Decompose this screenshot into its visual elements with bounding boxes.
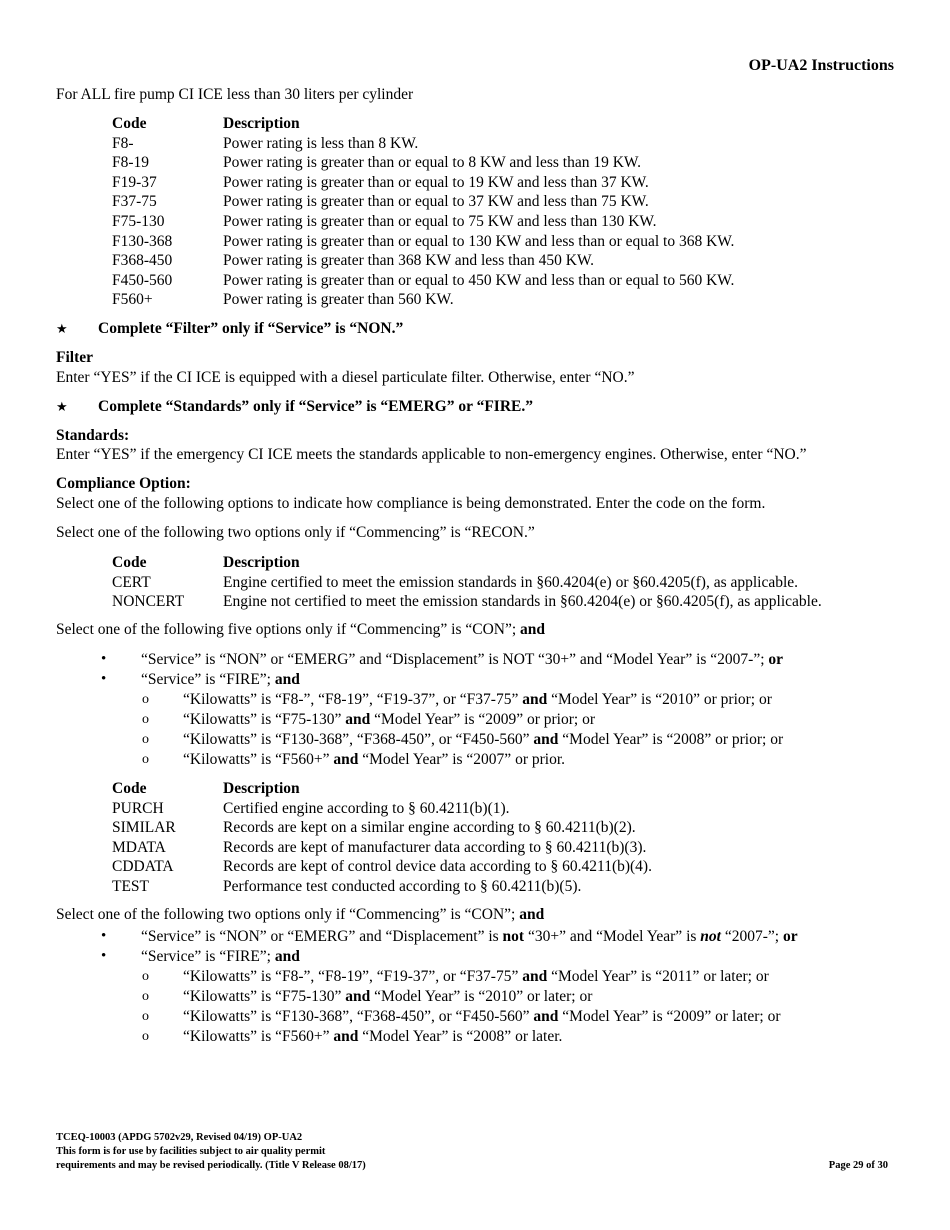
con2-sub-4-a: “Kilowatts” is “F560+” xyxy=(183,1028,330,1045)
standards-text: Enter “YES” if the emergency CI ICE meets the standards applicable to non-emergency engines. Otherwise, enter “NO.” xyxy=(56,446,807,463)
description-cell: Power rating is greater than 368 KW and less than 450 KW. xyxy=(223,252,595,270)
con2-intro-and: and xyxy=(519,906,545,923)
description-cell: Records are kept of control device data according to § 60.4211(b)(4). xyxy=(223,858,652,876)
code-cell: F19-37 xyxy=(112,173,157,191)
recon-table xyxy=(112,553,822,612)
con2-sub-1 xyxy=(183,968,769,986)
con5-intro-text: Select one of the following five options only if “Commencing” is “CON”; xyxy=(56,621,517,638)
con2-sub-3-b: “Model Year” is “2009” or later; or xyxy=(562,1008,781,1025)
circle-bullet-icon: o xyxy=(142,1009,149,1024)
code-cell: F130-368 xyxy=(112,232,173,250)
description-header: Description xyxy=(223,780,300,797)
con2-bullet-1-not2: not xyxy=(700,928,721,945)
con2-bullet-1-c: “2007-”; xyxy=(724,928,780,945)
footer-line-1: TCEQ-10003 (APDG 5702v29, Revised 04/19) OP-UA2 xyxy=(56,1132,303,1143)
code-cell: CERT xyxy=(112,573,151,591)
con2-sub-3 xyxy=(183,1008,781,1026)
code-cell: SIMILAR xyxy=(112,819,176,837)
table-row xyxy=(112,232,734,252)
code-cell: MDATA xyxy=(112,838,166,856)
con5-sub-1 xyxy=(183,691,772,709)
page-header-title: OP-UA2 Instructions xyxy=(748,57,894,74)
table-row xyxy=(112,290,734,310)
table-header xyxy=(112,779,652,799)
con2-sub-4 xyxy=(183,1028,562,1046)
circle-bullet-icon: o xyxy=(142,969,149,984)
code-cell: F560+ xyxy=(112,291,153,309)
con5-bullet-2-text: “Service” is “FIRE”; xyxy=(141,671,271,688)
description-cell: Power rating is greater than or equal to 37 KW and less than 75 KW. xyxy=(223,193,649,211)
con5-sub-4-and: and xyxy=(333,751,359,768)
description-cell: Power rating is greater than or equal to 75 KW and less than 130 KW. xyxy=(223,212,657,230)
description-cell: Power rating is greater than or equal to 450 KW and less than or equal to 560 KW. xyxy=(223,271,735,289)
table-row xyxy=(112,818,652,838)
con5-sub-3-a: “Kilowatts” is “F130-368”, “F368-450”, or “F450-560” xyxy=(183,731,530,748)
table-row xyxy=(112,838,652,858)
filter-heading: Filter xyxy=(56,349,94,366)
con2-bullet-1-or: or xyxy=(782,928,798,945)
recon-intro: Select one of the following two options only if “Commencing” is “RECON.” xyxy=(56,524,535,541)
circle-bullet-icon: o xyxy=(142,989,149,1004)
code-cell: F450-560 xyxy=(112,271,173,289)
con5-sub-3-and: and xyxy=(533,731,559,748)
con2-bullet-1 xyxy=(141,928,798,946)
con5-sub-2-and: and xyxy=(345,711,371,728)
con5-sub-3-b: “Model Year” is “2008” or prior; or xyxy=(562,731,784,748)
code-header: Code xyxy=(112,780,147,797)
con2-bullet-1-a: “Service” is “NON” or “EMERG” and “Displacement” is xyxy=(141,928,499,945)
con2-sub-2-and: and xyxy=(345,988,371,1005)
code-cell: NONCERT xyxy=(112,593,185,611)
con5-sub-4 xyxy=(183,751,565,769)
con2-bullet-2 xyxy=(141,948,300,966)
con2-sub-3-a: “Kilowatts” is “F130-368”, “F368-450”, or “F450-560” xyxy=(183,1008,530,1025)
circle-bullet-icon: o xyxy=(142,1029,149,1044)
footer-line-3: requirements and may be revised periodically. (Title V Release 08/17) xyxy=(56,1160,366,1171)
star-icon: ★ xyxy=(56,321,68,336)
code-cell: F75-130 xyxy=(112,212,165,230)
description-header: Description xyxy=(223,554,300,571)
compliance-heading: Compliance Option: xyxy=(56,475,191,492)
con5-bullet-1 xyxy=(141,651,783,669)
con5-sub-2-b: “Model Year” is “2009” or prior; or xyxy=(374,711,595,728)
con2-sub-4-and: and xyxy=(333,1028,359,1045)
table-row xyxy=(112,251,734,271)
table-row xyxy=(112,573,822,593)
circle-bullet-icon: o xyxy=(142,732,149,747)
con2-intro xyxy=(56,906,544,924)
table-row xyxy=(112,134,734,154)
con2-sub-1-a: “Kilowatts” is “F8-”, “F8-19”, “F19-37”, or “F37-75” xyxy=(183,968,519,985)
description-cell: Certified engine according to § 60.4211(b)(1). xyxy=(223,799,510,817)
code-header: Code xyxy=(112,115,147,132)
con2-sub-2-a: “Kilowatts” is “F75-130” xyxy=(183,988,342,1005)
code-cell: TEST xyxy=(112,877,150,895)
bullet-icon: • xyxy=(101,651,107,667)
table-row xyxy=(112,212,734,232)
circle-bullet-icon: o xyxy=(142,692,149,707)
con5-bullet-2-and: and xyxy=(274,671,300,688)
con5-bullet-1-text: “Service” is “NON” or “EMERG” and “Displacement” is NOT “30+” and “Model Year” is “2007-”; xyxy=(141,651,765,668)
con2-bullet-2-text: “Service” is “FIRE”; xyxy=(141,948,271,965)
page-number: Page 29 of 30 xyxy=(828,1160,888,1171)
description-cell: Power rating is greater than or equal to 130 KW and less than or equal to 368 KW. xyxy=(223,232,735,250)
description-cell: Engine not certified to meet the emission standards in §60.4204(e) or §60.4205(f), as applicable. xyxy=(223,593,822,611)
description-cell: Records are kept on a similar engine according to § 60.4211(b)(2). xyxy=(223,819,636,837)
table-row xyxy=(112,173,734,193)
filter-note: Complete “Filter” only if “Service” is “NON.” xyxy=(98,320,404,337)
con5-sub-1-a: “Kilowatts” is “F8-”, “F8-19”, “F19-37”, or “F37-75” xyxy=(183,691,519,708)
description-cell: Power rating is greater than or equal to 19 KW and less than 37 KW. xyxy=(223,173,649,191)
con2-sub-2-b: “Model Year” is “2010” or later; or xyxy=(374,988,593,1005)
con5-sub-2-a: “Kilowatts” is “F75-130” xyxy=(183,711,342,728)
con2-bullet-1-not: not xyxy=(502,928,525,945)
con5-sub-4-a: “Kilowatts” is “F560+” xyxy=(183,751,330,768)
description-cell: Records are kept of manufacturer data according to § 60.4211(b)(3). xyxy=(223,838,647,856)
con5-sub-2 xyxy=(183,711,595,729)
code-cell: F37-75 xyxy=(112,193,157,211)
con2-bullet-1-b: “30+” and “Model Year” is xyxy=(527,928,697,945)
standards-heading: Standards: xyxy=(56,427,130,444)
table-header xyxy=(112,553,822,573)
table-row xyxy=(112,877,652,897)
bullet-icon: • xyxy=(101,948,107,964)
description-cell: Performance test conducted according to § 60.4211(b)(5). xyxy=(223,877,582,895)
bullet-icon: • xyxy=(101,928,107,944)
description-cell: Power rating is greater than 560 KW. xyxy=(223,291,454,309)
table-row xyxy=(112,799,652,819)
code-cell: CDDATA xyxy=(112,858,174,876)
con2-sub-1-b: “Model Year” is “2011” or later; or xyxy=(551,968,769,985)
star-icon: ★ xyxy=(56,399,68,414)
table-row xyxy=(112,153,734,173)
con5-sub-1-b: “Model Year” is “2010” or prior; or xyxy=(551,691,772,708)
filter-text: Enter “YES” if the CI ICE is equipped with a diesel particulate filter. Otherwise, enter “NO.” xyxy=(56,369,635,386)
con5-sub-4-b: “Model Year” is “2007” or prior. xyxy=(362,751,565,768)
con5-intro-and: and xyxy=(520,621,546,638)
table-row xyxy=(112,857,652,877)
con2-sub-3-and: and xyxy=(533,1008,559,1025)
con2-sub-2 xyxy=(183,988,592,1006)
code-header: Code xyxy=(112,554,147,571)
compliance-text: Select one of the following options to indicate how compliance is being demonstrated. Enter the code on the form. xyxy=(56,495,766,512)
con2-bullet-2-and: and xyxy=(274,948,300,965)
con5-bullet-2 xyxy=(141,671,300,689)
table-row xyxy=(112,192,734,212)
con2-sub-4-b: “Model Year” is “2008” or later. xyxy=(362,1028,563,1045)
table-row xyxy=(112,592,822,612)
code-cell: PURCH xyxy=(112,799,164,817)
description-header: Description xyxy=(223,115,300,132)
con2-intro-text: Select one of the following two options only if “Commencing” is “CON”; xyxy=(56,906,516,923)
bullet-icon: • xyxy=(101,671,107,687)
description-cell: Engine certified to meet the emission standards in §60.4204(e) or §60.4205(f), as applicable. xyxy=(223,573,799,591)
footer-line-2: This form is for use by facilities subject to air quality permit xyxy=(56,1146,326,1157)
table-header xyxy=(112,114,734,134)
table-row xyxy=(112,271,734,291)
con5-intro xyxy=(56,621,545,639)
circle-bullet-icon: o xyxy=(142,752,149,767)
standards-note: Complete “Standards” only if “Service” is “EMERG” or “FIRE.” xyxy=(98,398,533,415)
con5-sub-1-and: and xyxy=(522,691,548,708)
footer-form-info xyxy=(56,1131,366,1173)
intro-text: For ALL fire pump CI ICE less than 30 liters per cylinder xyxy=(56,86,414,103)
code-cell: F368-450 xyxy=(112,252,173,270)
code-cell: F8-19 xyxy=(112,154,150,172)
con2-sub-1-and: and xyxy=(522,968,548,985)
circle-bullet-icon: o xyxy=(142,712,149,727)
description-cell: Power rating is greater than or equal to 8 KW and less than 19 KW. xyxy=(223,154,641,172)
kilowatts-table xyxy=(112,114,734,310)
code-cell: F8- xyxy=(112,134,134,152)
con5-options-table xyxy=(112,779,652,897)
con5-sub-3 xyxy=(183,731,783,749)
con5-bullet-1-or: or xyxy=(768,651,784,668)
description-cell: Power rating is less than 8 KW. xyxy=(223,134,419,152)
